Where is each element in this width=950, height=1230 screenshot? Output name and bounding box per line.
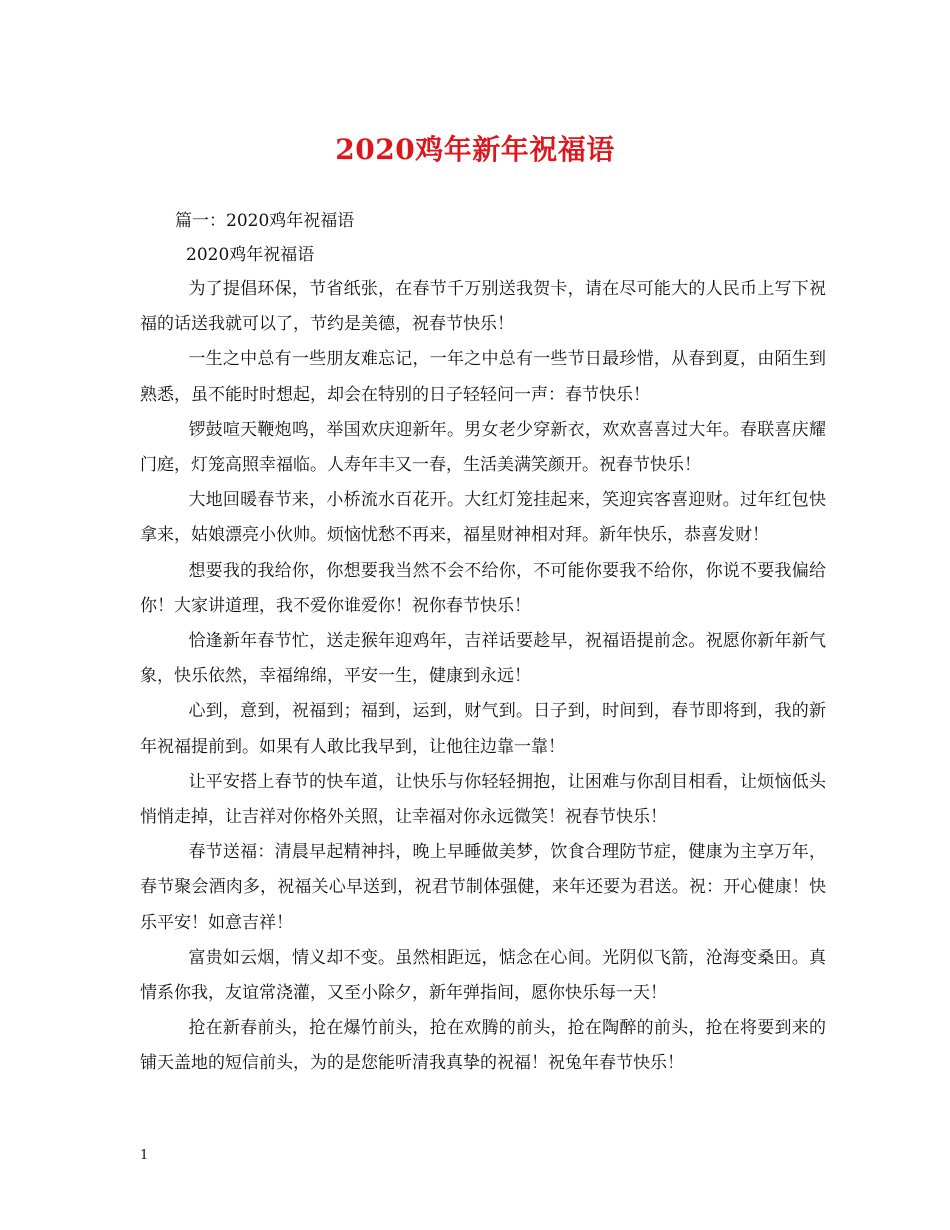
paragraph: 心到，意到，祝福到；福到，运到，财气到。日子到，时间到，春节即将到，我的新年祝福提前到。如果有人敢比我早到，让他往边靠一靠！ bbox=[140, 701, 826, 757]
document-title: 2020鸡年新年祝福语 bbox=[335, 133, 615, 166]
paragraph: 大地回暖春节来，小桥流水百花开。大红灯笼挂起来，笑迎宾客喜迎财。过年红包快拿来，姑娘漂亮小伙帅。烦恼忧愁不再来，福星财神相对拜。新年快乐，恭喜发财！ bbox=[140, 490, 826, 546]
paragraph: 为了提倡环保，节省纸张，在春节千万别送我贺卡，请在尽可能大的人民币上写下祝福的话送我就可以了，节约是美德，祝春节快乐！ bbox=[140, 279, 826, 335]
paragraph: 恰逢新年春节忙，送走猴年迎鸡年，吉祥话要趁早，祝福语提前念。祝愿你新年新气象，快乐依然，幸福绵绵，平安一生，健康到永远！ bbox=[140, 631, 826, 687]
section-subheading: 2020鸡年祝福语 bbox=[186, 245, 315, 265]
page-number: 1 bbox=[140, 1148, 149, 1163]
paragraph: 富贵如云烟，情义却不变。虽然相距远，惦念在心间。光阴似飞箭，沧海变桑田。真情系你我，友谊常浇灌，又至小除夕，新年弹指间，愿你快乐每一天！ bbox=[140, 947, 826, 1004]
paragraph: 锣鼓喧天鞭炮鸣，举国欢庆迎新年。男女老少穿新衣，欢欢喜喜过大年。春联喜庆耀门庭，灯笼高照幸福临。人寿年丰又一春，生活美满笑颜开。祝春节快乐！ bbox=[140, 419, 826, 476]
paragraph: 抢在新春前头，抢在爆竹前头，抢在欢腾的前头，抢在陶醉的前头，抢在将要到来的铺天盖地的短信前头，为的是您能听清我真挚的祝福！祝兔年春节快乐！ bbox=[140, 1018, 826, 1074]
paragraph: 一生之中总有一些朋友难忘记，一年之中总有一些节日最珍惜，从春到夏，由陌生到熟悉，虽不能时时想起，却会在特别的日子轻轻问一声：春节快乐！ bbox=[140, 349, 826, 405]
paragraph: 想要我的我给你，你想要我当然不会不给你，不可能你要我不给你，你说不要我偏给你！大家讲道理，我不爱你谁爱你！祝你春节快乐！ bbox=[140, 560, 826, 616]
paragraph: 春节送福：清晨早起精神抖，晚上早睡做美梦，饮食合理防节症，健康为主享万年，春节聚会酒肉多，祝福关心早送到，祝君节制体强健，来年还要为君送。祝：开心健康！快乐平安！如意吉祥！ bbox=[140, 842, 826, 933]
document-body bbox=[140, 272, 826, 1082]
paragraph: 让平安搭上春节的快车道，让快乐与你轻轻拥抱，让困难与你刮目相看，让烦恼低头悄悄走掉，让吉祥对你格外关照，让幸福对你永远微笑！祝春节快乐！ bbox=[140, 771, 826, 828]
section-heading: 篇一：2020鸡年祝福语 bbox=[175, 211, 355, 231]
